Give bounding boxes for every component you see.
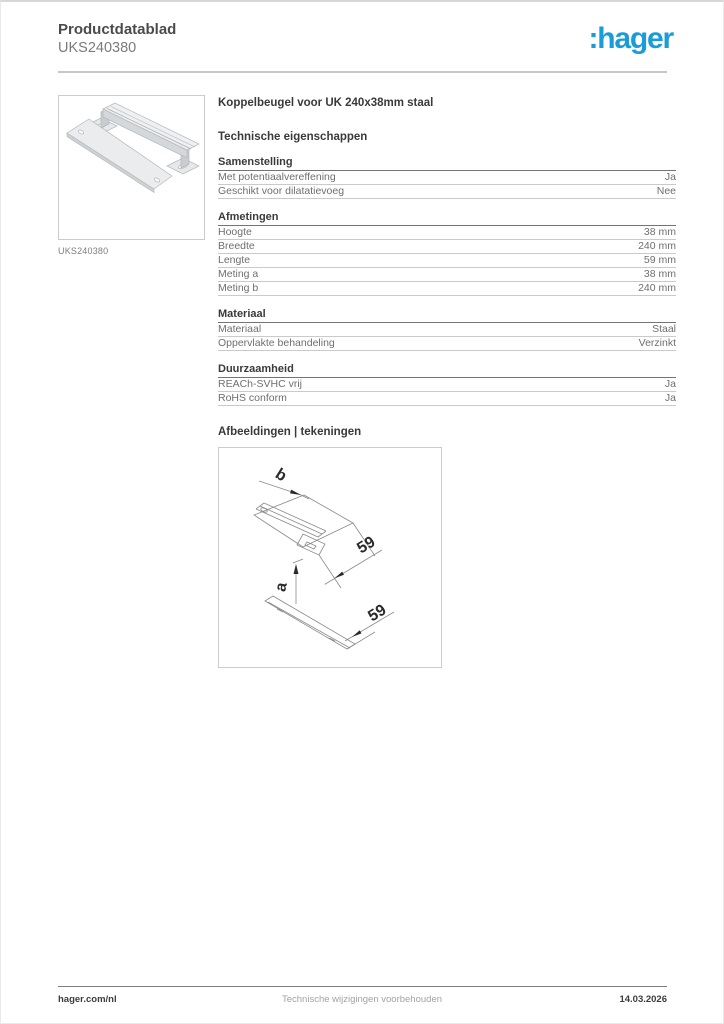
section-materiaal xyxy=(218,308,676,351)
row-value: Ja xyxy=(664,378,676,390)
dim-label-a: a xyxy=(272,580,291,594)
tech-properties-heading: Technische eigenschappen xyxy=(218,131,368,143)
section-title: Materiaal xyxy=(218,308,676,323)
table-row xyxy=(218,171,676,185)
table-row xyxy=(218,240,676,254)
product-image-column xyxy=(58,95,205,256)
header-divider xyxy=(58,71,667,73)
row-value: Verzinkt xyxy=(638,337,676,349)
product-image xyxy=(58,95,205,240)
row-value: Staal xyxy=(652,323,676,335)
dim-label-59-bottom: 59 xyxy=(365,601,390,626)
row-label: Lengte xyxy=(218,254,251,266)
footer-disclaimer: Technische wijzigingen voorbehouden xyxy=(281,994,443,1005)
row-value: 38 mm xyxy=(643,226,676,238)
row-value: 59 mm xyxy=(643,254,676,266)
product-title: Koppelbeugel voor UK 240x38mm staal xyxy=(218,97,434,109)
product-photo-drawing xyxy=(59,96,204,239)
row-value: Ja xyxy=(664,392,676,404)
row-label: Oppervlakte behandeling xyxy=(218,337,335,349)
technical-drawing xyxy=(218,447,442,668)
table-row xyxy=(218,268,676,282)
table-row xyxy=(218,226,676,240)
table-row xyxy=(218,337,676,351)
product-reference: UKS240380 xyxy=(58,40,137,56)
row-label: RoHS conform xyxy=(218,392,287,404)
dim-label-59-top: 59 xyxy=(354,533,379,558)
footer-date: 14.03.2026 xyxy=(619,994,667,1005)
row-value: Nee xyxy=(656,185,676,197)
footer-divider xyxy=(58,986,667,987)
dim-label-b: b xyxy=(272,465,290,486)
hager-logo: :hager xyxy=(588,22,673,55)
spec-column xyxy=(218,95,676,668)
table-row xyxy=(218,378,676,392)
drawings-heading: Afbeeldingen | tekeningen xyxy=(218,426,362,438)
row-value: 240 mm xyxy=(638,282,676,294)
table-row xyxy=(218,323,676,337)
table-row xyxy=(218,282,676,296)
row-label: Meting a xyxy=(218,268,259,280)
row-value: 38 mm xyxy=(643,268,676,280)
dimension-drawing xyxy=(219,448,441,667)
section-duurzaamheid xyxy=(218,363,676,406)
row-value: 240 mm xyxy=(638,240,676,252)
product-image-caption: UKS240380 xyxy=(58,246,109,256)
row-label: Hoogte xyxy=(218,226,252,238)
row-label: Meting b xyxy=(218,282,259,294)
section-afmetingen xyxy=(218,211,676,296)
section-title: Afmetingen xyxy=(218,211,676,226)
section-title: Duurzaamheid xyxy=(218,363,676,378)
table-row xyxy=(218,254,676,268)
table-row xyxy=(218,392,676,406)
row-label: Met potentiaalvereffening xyxy=(218,171,336,183)
footer-website-link[interactable]: hager.com/nl xyxy=(58,994,117,1005)
row-label: Breedte xyxy=(218,240,255,252)
row-label: Geschikt voor dilatatievoeg xyxy=(218,185,345,197)
section-samenstelling xyxy=(218,156,676,199)
page-title: Productdatablad xyxy=(58,21,177,38)
row-label: Materiaal xyxy=(218,323,262,335)
table-row xyxy=(218,185,676,199)
section-title: Samenstelling xyxy=(218,156,676,171)
row-value: Ja xyxy=(664,171,676,183)
row-label: REACh-SVHC vrij xyxy=(218,378,303,390)
